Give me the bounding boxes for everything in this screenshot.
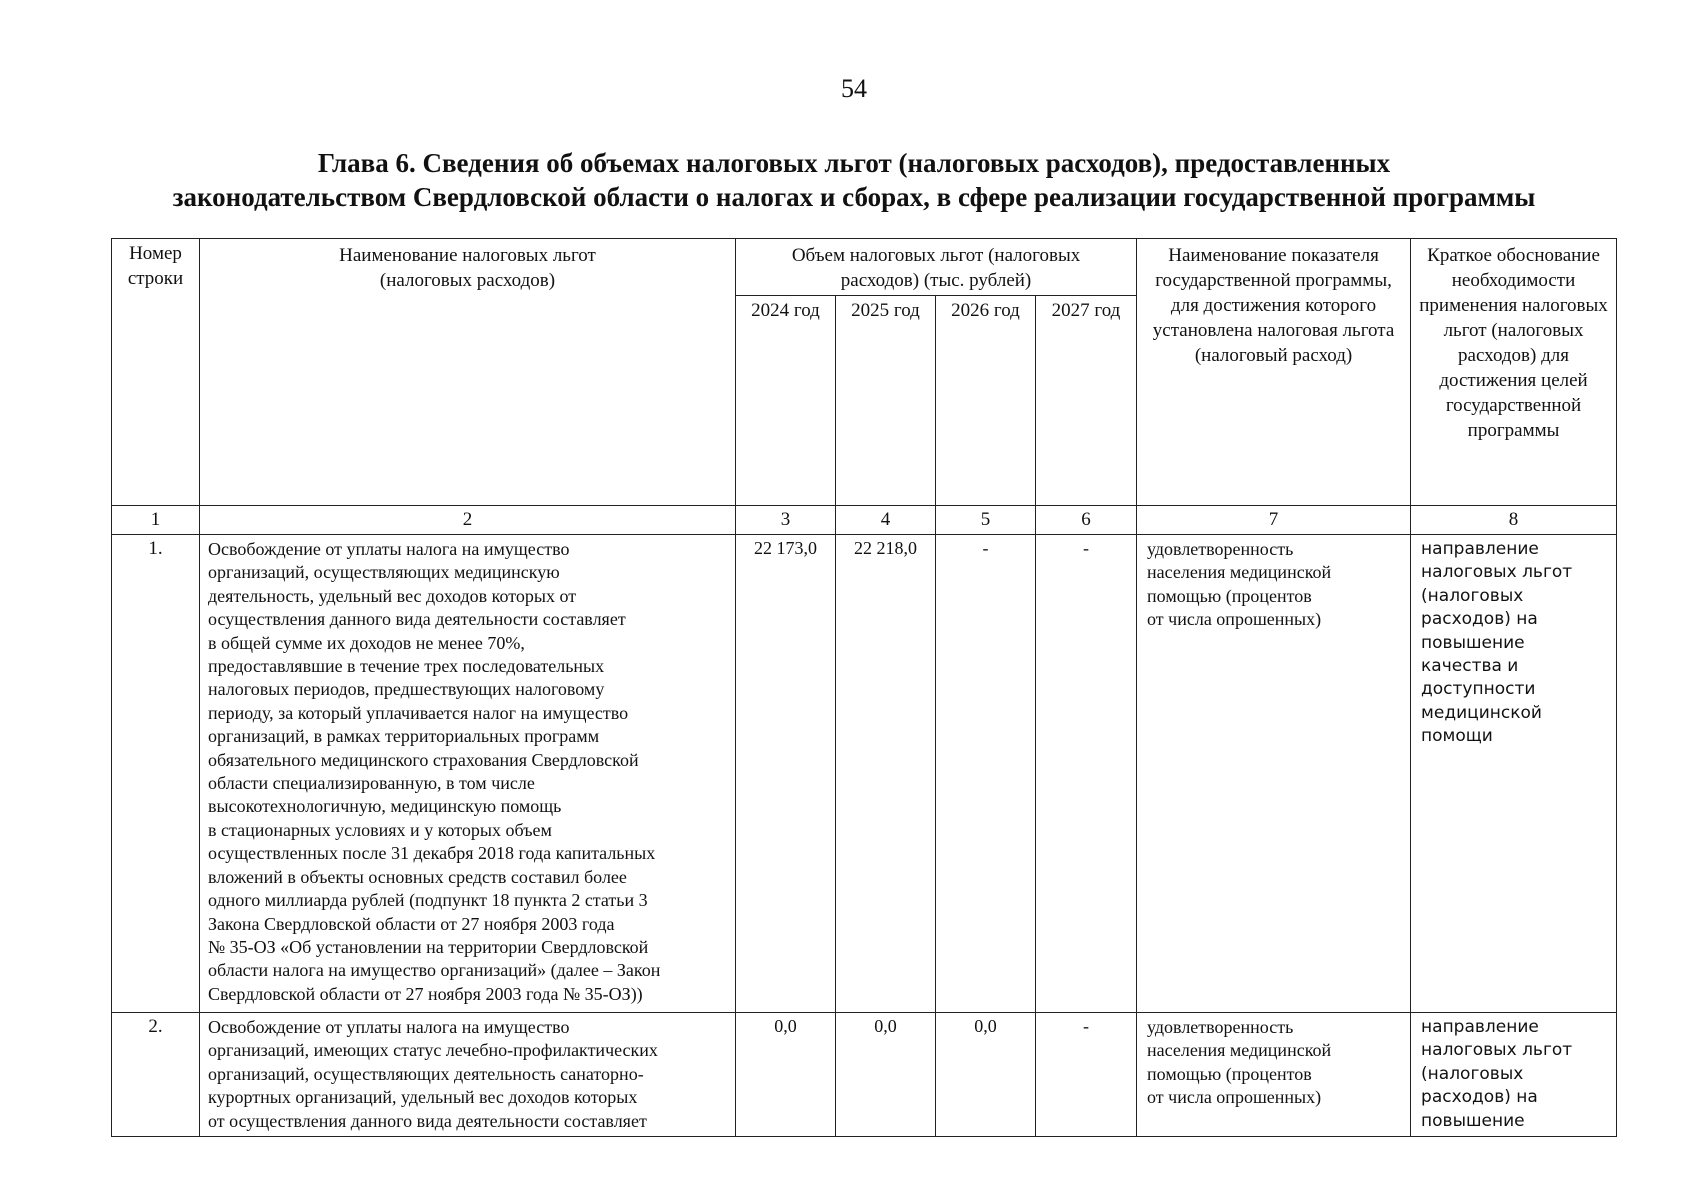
text-line: организаций, в рамках территориальных программ xyxy=(208,726,600,747)
value-2024: 0,0 xyxy=(736,1013,836,1137)
text-line: направление xyxy=(1421,539,1539,559)
value-2027: - xyxy=(1036,1013,1137,1137)
column-number: 7 xyxy=(1137,506,1411,535)
chapter-title xyxy=(60,146,1648,214)
text-line: помощью (процентов xyxy=(1147,585,1312,606)
text-line: от числа опрошенных) xyxy=(1147,609,1322,630)
text-line: деятельность, удельный вес доходов которых от xyxy=(208,585,577,606)
justification xyxy=(1411,535,1617,1013)
table-row xyxy=(112,535,1617,1013)
text-line: повышение xyxy=(1421,1110,1525,1131)
header-row-number: Номер строки xyxy=(112,239,200,506)
value-2026: - xyxy=(936,535,1036,1013)
column-number: 5 xyxy=(936,506,1036,535)
text-line: области специализированную, в том числе xyxy=(208,773,535,794)
chapter-title-line-1: Глава 6. Сведения об объемах налоговых льгот (налоговых расходов), предоставленных xyxy=(317,148,1391,178)
value-2025: 22 218,0 xyxy=(836,535,936,1013)
text-line: населения медицинской xyxy=(1147,562,1332,583)
text-line: Закона Свердловской области от 27 ноября 2003 года xyxy=(208,913,615,934)
text-line: от осуществления данного вида деятельности составляет xyxy=(208,1110,647,1131)
text-line: организаций, осуществляющих медицинскую xyxy=(208,562,560,583)
column-number: 6 xyxy=(1036,506,1137,535)
text-line: осуществленных после 31 декабря 2018 года капитальных xyxy=(208,843,656,864)
text-line: Свердловской области от 27 ноября 2003 года № 35-ОЗ)) xyxy=(208,983,643,1004)
text-line: удовлетворенность xyxy=(1147,1017,1294,1037)
benefit-name xyxy=(200,535,736,1013)
text-line: предоставлявшие в течение трех последовательных xyxy=(208,656,605,677)
text-line: налоговых льгот xyxy=(1421,1040,1573,1061)
column-number: 2 xyxy=(200,506,736,535)
text-line: медицинской xyxy=(1421,702,1542,723)
text-line: расходов) на xyxy=(1421,1087,1538,1108)
row-number: 2. xyxy=(112,1013,200,1137)
column-number: 1 xyxy=(112,506,200,535)
text-line: повышение xyxy=(1421,632,1525,653)
text-line: налоговых льгот xyxy=(1421,562,1573,583)
text-line: (налоговых xyxy=(1421,1063,1524,1084)
header-justification: Краткое обоснование необходимости применения налоговых льгот (налоговых расходов) для достижения целей государственной программы xyxy=(1411,239,1617,506)
header-benefit-name: Наименование налоговых льгот (налоговых расходов) xyxy=(200,239,736,506)
text-line: организаций, имеющих статус лечебно-профилактических xyxy=(208,1040,658,1061)
header-year-2026: 2026 год xyxy=(936,296,1036,506)
text-line: расходов) на xyxy=(1421,609,1538,630)
header-row-1 xyxy=(112,239,1617,296)
text-line: организаций, осуществляющих деятельность санаторно- xyxy=(208,1063,644,1084)
column-number: 8 xyxy=(1411,506,1617,535)
text-line: помощью (процентов xyxy=(1147,1063,1312,1084)
header-year-2025: 2025 год xyxy=(836,296,936,506)
header-indicator: Наименование показателя государственной программы, для достижения которого установлена налоговая льгота (налоговый расход) xyxy=(1137,239,1411,506)
text-line: от числа опрошенных) xyxy=(1147,1087,1322,1108)
text-line: вложений в объекты основных средств составил более xyxy=(208,866,627,887)
header-year-2027: 2027 год xyxy=(1036,296,1137,506)
text-line: налоговых периодов, предшествующих налоговому xyxy=(208,679,605,700)
text-line: высокотехнологичную, медицинскую помощь xyxy=(208,796,562,817)
text-line: Освобождение от уплаты налога на имущество xyxy=(208,1017,570,1037)
text-line: области налога на имущество организаций» (далее – Закон xyxy=(208,960,661,981)
text-line: удовлетворенность xyxy=(1147,539,1294,559)
justification xyxy=(1411,1013,1617,1137)
text-line: населения медицинской xyxy=(1147,1040,1332,1061)
text-line: одного миллиарда рублей (подпункт 18 пункта 2 статьи 3 xyxy=(208,890,648,911)
column-number: 4 xyxy=(836,506,936,535)
benefit-name xyxy=(200,1013,736,1137)
text-line: в общей сумме их доходов не менее 70%, xyxy=(208,632,525,653)
text-line: в стационарных условиях и у которых объем xyxy=(208,819,552,840)
page-number: 54 xyxy=(841,74,867,103)
value-2025: 0,0 xyxy=(836,1013,936,1137)
text-line: № 35-ОЗ «Об установлении на территории Свердловской xyxy=(208,936,649,957)
text-line: доступности xyxy=(1421,679,1536,700)
value-2027: - xyxy=(1036,535,1137,1013)
tax-benefits-table xyxy=(111,238,1617,1137)
value-2026: 0,0 xyxy=(936,1013,1036,1137)
header-year-2024: 2024 год xyxy=(736,296,836,506)
indicator-name xyxy=(1137,535,1411,1013)
text-line: обязательного медицинского страхования Свердловской xyxy=(208,749,639,770)
chapter-title-line-2: законодательством Свердловской области о налогах и сборах, в сфере реализации государственной программы xyxy=(172,182,1536,212)
text-line: (налоговых xyxy=(1421,585,1524,606)
table-row xyxy=(112,1013,1617,1137)
indicator-name xyxy=(1137,1013,1411,1137)
column-number-row xyxy=(112,506,1617,535)
text-line: Освобождение от уплаты налога на имущество xyxy=(208,539,570,559)
header-volume-group: Объем налоговых льгот (налоговых расходов) (тыс. рублей) xyxy=(736,239,1137,296)
text-line: направление xyxy=(1421,1017,1539,1037)
text-line: качества и xyxy=(1421,656,1519,677)
text-line: курортных организаций, удельный вес доходов которых xyxy=(208,1087,638,1108)
row-number: 1. xyxy=(112,535,200,1013)
column-number: 3 xyxy=(736,506,836,535)
text-line: осуществления данного вида деятельности составляет xyxy=(208,609,626,630)
text-line: помощи xyxy=(1421,726,1493,747)
value-2024: 22 173,0 xyxy=(736,535,836,1013)
text-line: периоду, за который уплачивается налог на имущество xyxy=(208,702,629,723)
